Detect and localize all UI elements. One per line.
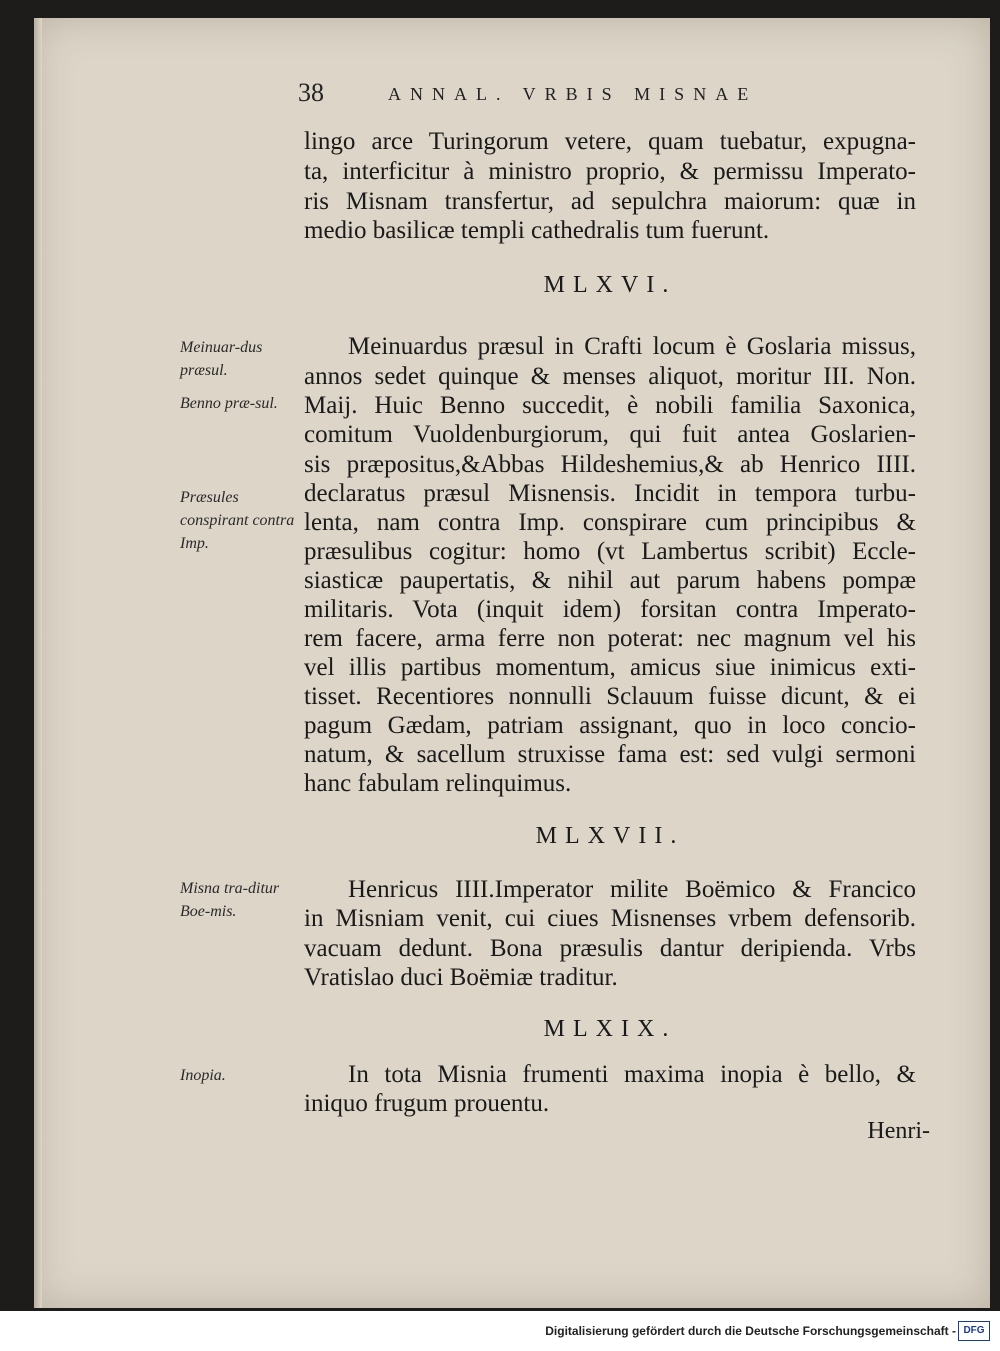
text-line: sis præpositus,&Abbas Hildeshemius,& ab Henrico IIII.	[304, 451, 916, 478]
text-line: vacuam dedunt. Bona præsulis dantur deripienda. Vrbs	[304, 935, 916, 962]
text-line: præsulibus cogitur: homo (vt Lambertus scribit) Eccle-	[304, 538, 916, 565]
text-line: in Misniam venit, cui ciues Misnenses vrbem defensorib.	[304, 905, 916, 932]
text-line: lingo arce Turingorum vetere, quam tuebatur, expugna-	[304, 128, 916, 155]
catchword: Henri-	[867, 1118, 930, 1144]
text-line: medio basilicæ templi cathedralis tum fuerunt.	[304, 217, 770, 244]
page-gutter-shadow	[34, 18, 42, 1308]
text-line: annos sedet quinque & menses aliquot, moritur III. Non.	[304, 363, 916, 390]
page-header	[298, 80, 858, 112]
text-line: Henricus IIII.Imperator milite Boëmico & Francico	[348, 876, 916, 903]
digitization-footer	[0, 1311, 1000, 1351]
text-line: rem facere, arma ferre non poterat: nec magnum vel his	[304, 625, 916, 652]
text-line: Vratislao duci Boëmiæ traditur.	[304, 964, 618, 991]
text-line: siasticæ paupertatis, & nihil aut parum habens pompæ	[304, 567, 916, 594]
text-line: hanc fabulam relinquimus.	[304, 770, 572, 797]
text-line: declaratus præsul Misnensis. Incidit in tempora turbu-	[304, 480, 916, 507]
marginal-note: Benno præ-sul.	[180, 395, 278, 412]
text-line: militaris. Vota (inquit idem) forsitan contra Imperato-	[304, 596, 916, 623]
text-line: Meinuardus præsul in Crafti locum è Goslaria missus,	[348, 333, 916, 360]
text-line: comitum Vuoldenburgiorum, qui fuit antea Goslarien-	[304, 421, 916, 448]
text-line: vel illis partibus momentum, amicus siue inimicus exti-	[304, 654, 916, 681]
text-line: tisset. Recentiores nonnulli Sclauum fuisse dicunt, & ei	[304, 683, 916, 710]
text-line: Maij. Huic Benno succedit, è nobili familia Saxonica,	[304, 392, 916, 419]
year-heading: MLXIX.	[543, 1016, 677, 1042]
page-number: 38	[298, 78, 324, 107]
text-line: In tota Misnia frumenti maxima inopia è bello, &	[348, 1061, 916, 1088]
year-heading: MLXVII.	[535, 823, 685, 849]
marginal-note: Misna tra-ditur Boe-mis.	[180, 880, 280, 920]
funding-credit: Digitalisierung gefördert durch die Deutsche Forschungsgemeinschaft -	[545, 1324, 956, 1338]
year-heading: MLXVI.	[543, 272, 677, 298]
marginal-note: Meinuar-dus præsul.	[180, 339, 263, 379]
text-line: lenta, nam contra Imp. conspirare cum principibus &	[304, 509, 916, 536]
text-line: iniquo frugum prouentu.	[304, 1090, 550, 1117]
text-line: natum, & sacellum struxisse fama est: sed vulgi sermoni	[304, 741, 916, 768]
text-line: ta, interficitur à ministro proprio, & permissu Imperato-	[304, 158, 916, 185]
marginal-note: Præsules conspirant contra Imp.	[180, 489, 295, 552]
text-line: ris Misnam transfertur, ad sepulchra maiorum: quæ in	[304, 188, 916, 215]
dfg-logo-icon: DFG	[958, 1321, 990, 1341]
marginal-note: Inopia.	[180, 1067, 226, 1084]
running-title: ANNAL. VRBIS MISNAE	[388, 84, 758, 104]
text-line: pagum Gædam, patriam assignant, quo in loco concio-	[304, 712, 916, 739]
